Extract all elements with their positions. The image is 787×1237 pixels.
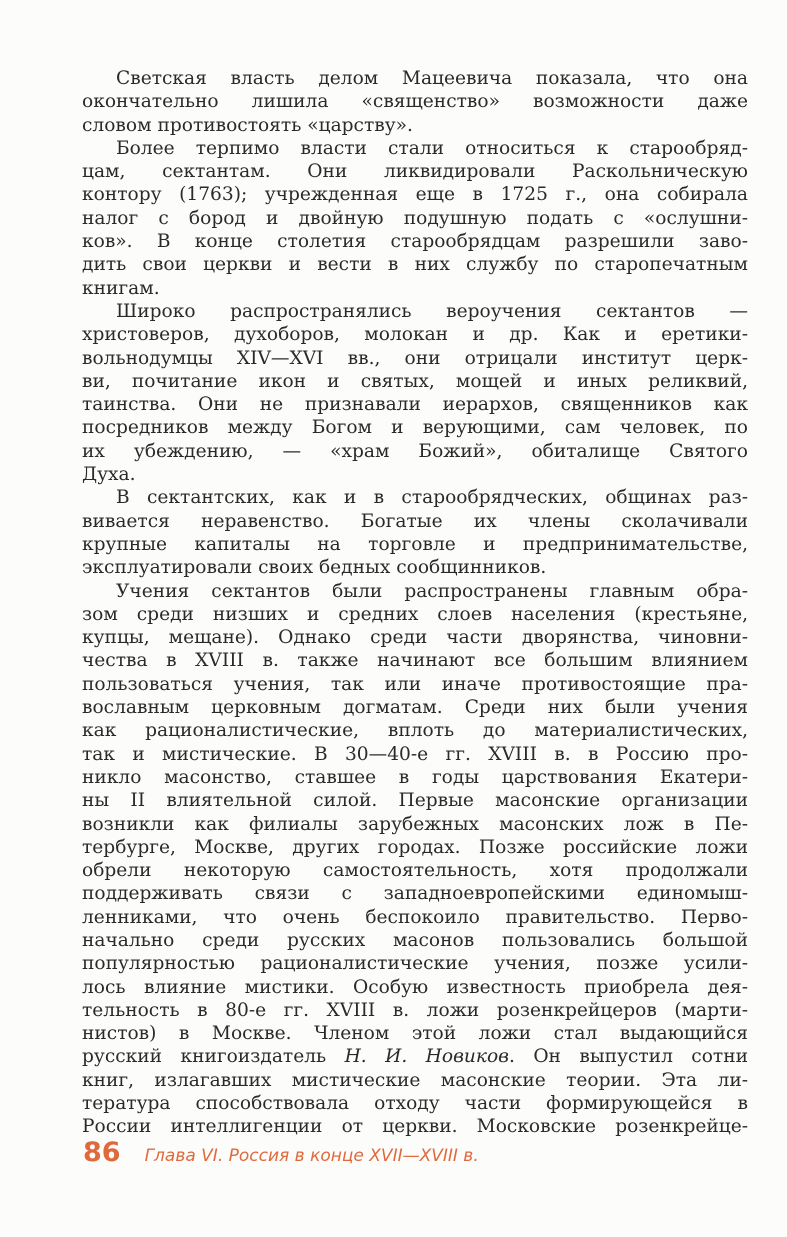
text-line: налог с бород и двойную подушную подать с «ослушни- [82, 207, 748, 229]
text-line: возникли как филиалы зарубежных масонских лож в Пе- [82, 813, 748, 835]
text-line: Учения сектантов были распространены главным обра- [116, 580, 748, 602]
paragraph-2 [82, 137, 748, 300]
novikov-line-before: русский книгоиздатель [82, 1046, 345, 1068]
page-footer [83, 1137, 479, 1177]
text-line: ви, почитание икон и святых, мощей и иных реликвий, [82, 370, 748, 392]
text-line: книг, излагавших мистические масонские теории. Эта ли- [82, 1069, 748, 1091]
running-head: Глава VI. Россия в конце XVII—XVIII в. [144, 1146, 479, 1166]
text-line: ленниками, что очень беспокоило правительство. Перво- [82, 906, 748, 928]
page-number: 86 [83, 1137, 121, 1168]
text-line: вольнодумцы XIV—XVI вв., они отрицали институт церк- [82, 347, 748, 369]
text-line: В сектантских, как и в старообрядческих, общинах раз- [116, 487, 748, 509]
text-line: нистов) в Москве. Членом этой ложи стал выдающийся [82, 1023, 748, 1045]
text-line: обрели некоторую самостоятельность, хотя продолжали [82, 860, 748, 882]
text-line: поддерживать связи с западноевропейскими единомыш- [82, 883, 748, 905]
body-text [82, 67, 748, 1139]
text-line: таинства. Они не признавали иерархов, священников как [82, 394, 748, 416]
text-line: дить свои церкви и вести в них службу по старопечатным [82, 254, 748, 276]
paragraph-1 [82, 67, 748, 137]
text-line: России интеллигенции от церкви. Московские розенкрейце- [82, 1116, 748, 1138]
paragraph-3 [82, 300, 748, 486]
text-line: тербурге, Москве, других городах. Позже российские ложи [82, 836, 748, 858]
text-line: тельность в 80-е гг. XVIII в. ложи розенкрейцеров (марти- [82, 999, 748, 1021]
text-line: вивается неравенство. Богатые их члены сколачивали [82, 510, 748, 532]
text-line: как рационалистические, вплоть до материалистических, [82, 720, 748, 742]
text-line: христоверов, духоборов, молокан и др. Как и еретики- [82, 324, 748, 346]
text-line: Светская власть делом Мацеевича показала, что она [116, 68, 748, 89]
text-line: их убеждению, — «храм Божий», обиталище Святого [82, 440, 748, 462]
paragraph-5 [82, 580, 748, 1139]
text-line: зом среди низших и средних слоев населения (крестьяне, [82, 603, 748, 625]
paragraph-4 [82, 486, 748, 579]
text-line: Более терпимо власти стали относиться к старообряд- [116, 137, 748, 159]
novikov-name: Н. И. Новиков [344, 1046, 509, 1068]
text-line: так и мистические. В 30—40-е гг. XVIII в. в Россию про- [82, 743, 748, 765]
text-line: цам, сектантам. Они ликвидировали Раскольническую [82, 161, 748, 183]
text-line: Духа. [82, 464, 136, 486]
text-line-novikov [82, 1045, 748, 1068]
novikov-line-after: . Он выпустил сотни [508, 1046, 748, 1068]
text-line: начально среди русских масонов пользовались большой [82, 929, 748, 951]
text-line: никло масонство, ставшее в годы царствования Екатери- [82, 766, 748, 788]
text-line: популярностью рационалистические учения, позже усили- [82, 953, 748, 975]
text-line: тература способствовала отходу части формирующейся в [82, 1093, 748, 1115]
text-line: окончательно лишила «священство» возможности даже [82, 91, 748, 113]
text-line: ны II влиятельной силой. Первые масонские организации [82, 790, 748, 812]
text-line: ков». В конце столетия старообрядцам разрешили заво- [82, 231, 748, 253]
text-line: чества в XVIII в. также начинают все большим влиянием [82, 650, 748, 672]
text-line: лось влияние мистики. Особую известность приобрела дея- [82, 976, 748, 998]
text-line: эксплуатировали своих бедных сообщинников. [82, 557, 547, 579]
text-line: вославным церковным догматам. Среди них были учения [82, 697, 748, 719]
text-line: словом противостоять «царству». [82, 114, 413, 136]
text-line: контору (1763); учрежденная еще в 1725 г., она собирала [82, 184, 748, 206]
text-line: купцы, мещане). Однако среди части дворянства, чиновни- [82, 627, 748, 649]
text-line: крупные капиталы на торговле и предпринимательстве, [82, 533, 748, 555]
text-line: Широко распространялись вероучения сектантов — [116, 300, 748, 322]
text-line: книгам. [82, 277, 160, 299]
text-line: посредников между Богом и верующими, сам человек, по [82, 417, 748, 439]
text-line: пользоваться учения, так или иначе противостоящие пра- [82, 673, 748, 695]
